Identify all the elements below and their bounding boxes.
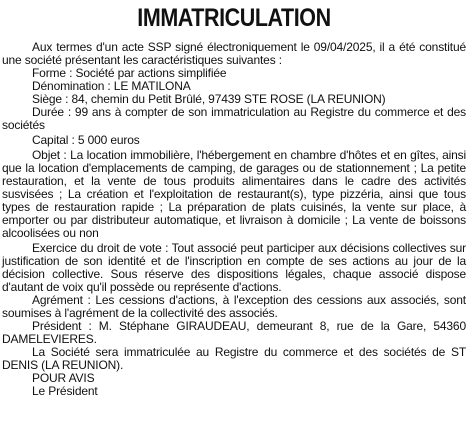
paragraph-denomination: Dénomination : LE MATILONA xyxy=(32,79,191,93)
notice-title: IMMATRICULATION xyxy=(137,4,331,32)
paragraph-intro: Aux termes d'un acte SSP signé électroniquement le 09/04/2025, il a été constitué une société présentant les caractéristiques suivantes : xyxy=(2,40,466,67)
paragraph-objet: Objet : La location immobilière, l'hébergement en chambre d'hôtes et en gîtes, ainsi que la location d'emplacements de camping, de garages ou de stationnement ; La petite restauration, et la vente de tous produits alimentaires dans le cadre des activités susvisées ; La création et l'exploitation de restaurant(s), type pizzéria, ainsi que tous types de restauration rapide ; La préparation de plats cuisinés, la vente sur place, à emporter ou par distributeur automatique, et livraison à domicile ; La vente de boissons alcoolisées ou non xyxy=(2,148,466,240)
paragraph-duree: Durée : 99 ans à compter de son immatriculation au Registre du commerce et des sociétés xyxy=(2,105,466,132)
paragraph-forme: Forme : Société par actions simplifiée xyxy=(32,66,227,80)
paragraph-pour-avis: POUR AVIS xyxy=(32,371,95,385)
paragraph-droit-de-vote: Exercice du droit de vote : Tout associé peut participer aux décisions collectives sur justification de son identité et de l'inscription en compte de ses actions au jour de la décision collective. Sous réserve des dispositions légales, chaque associé dispose d'autant de voix qu'il possède ou représente d'actions. xyxy=(2,241,466,294)
paragraph-siege: Siège : 84, chemin du Petit Brûlé, 97439 STE ROSE (LA REUNION) xyxy=(32,92,386,106)
paragraph-capital: Capital : 5 000 euros xyxy=(32,133,140,147)
paragraph-agrement: Agrément : Les cessions d'actions, à l'exception des cessions aux associés, sont soumises à l'agrément de la collectivité des associés. xyxy=(2,293,466,320)
paragraph-immatriculation: La Société sera immatriculée au Registre du commerce et des sociétés de ST DENIS (LA REUNION). xyxy=(2,345,466,372)
paragraph-president: Président : M. Stéphane GIRAUDEAU, demeurant 8, rue de la Gare, 54360 DAMELEVIERES. xyxy=(2,319,466,346)
paragraph-signatory: Le Président xyxy=(32,384,98,398)
